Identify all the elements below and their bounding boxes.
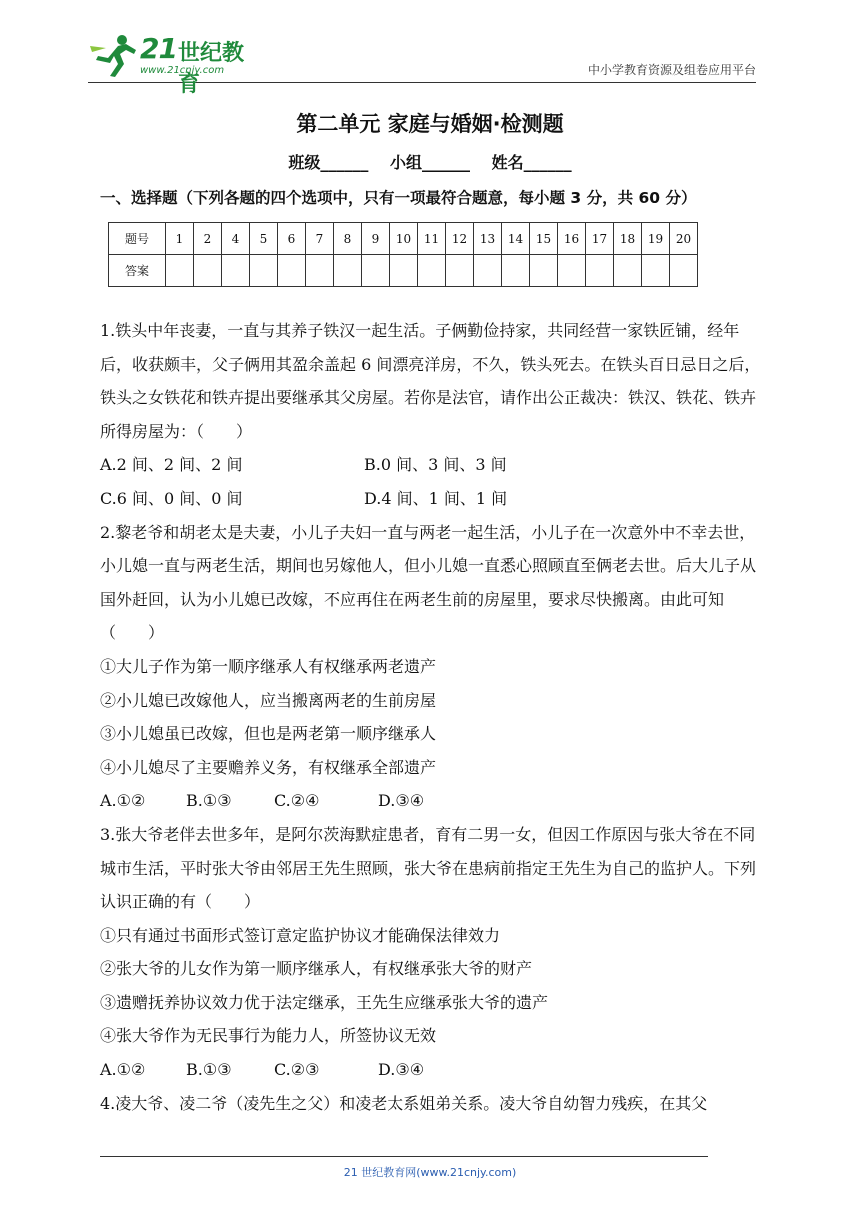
number-row (109, 223, 698, 255)
answer-row (109, 255, 698, 287)
answer-cell[interactable] (390, 255, 418, 287)
name-field: 姓名______ (491, 153, 572, 172)
questions (100, 314, 766, 1120)
statement-item: ①大儿子作为第一顺序继承人有权继承两老遗产 (100, 656, 437, 676)
option: C.6 间、0 间、0 间 (100, 488, 243, 508)
answer-cell[interactable] (558, 255, 586, 287)
option: D.③④ (378, 1060, 425, 1080)
question-stem: 2.黎老爷和胡老太是夫妻，小儿子夫妇一直与两老一起生活，小儿子在一次意外中不幸去世，小儿媳一直与两老生活，期间也另嫁他人，但小儿媳一直悉心照顾直至俩老去世。后大儿子从国外赶回，认为小儿媳已改嫁，不应再住在两老生前的房屋里，要求尽快搬离。由此可知（ ） (100, 522, 757, 643)
question-number-cell: 18 (614, 223, 642, 255)
answer-cell[interactable] (166, 255, 194, 287)
answer-cell[interactable] (530, 255, 558, 287)
statement-item: ④张大爷作为无民事行为能力人，所签协议无效 (100, 1026, 437, 1046)
question-number-cell: 20 (670, 223, 698, 255)
question-number-cell: 19 (642, 223, 670, 255)
logo-text: 世纪教育 (178, 41, 245, 97)
answer-cell[interactable] (474, 255, 502, 287)
answer-cell[interactable] (502, 255, 530, 287)
question-number-cell: 9 (362, 223, 390, 255)
option: D.4 间、1 间、1 间 (364, 488, 508, 508)
class-field: 班级______ (288, 153, 369, 172)
question-number-cell: 17 (586, 223, 614, 255)
logo (88, 32, 258, 97)
statement-item: ①只有通过书面形式签订意定监护协议才能确保法律效力 (100, 925, 501, 945)
footer-divider (100, 1156, 708, 1157)
option: D.③④ (378, 791, 425, 811)
answer-cell[interactable] (194, 255, 222, 287)
question-number-cell: 7 (306, 223, 334, 255)
question-number-cell: 4 (222, 223, 250, 255)
option: C.②④ (274, 791, 320, 811)
statement-item: ②张大爷的儿女作为第一顺序继承人，有权继承张大爷的财产 (100, 959, 533, 979)
option-row (100, 784, 766, 818)
answer-cell[interactable] (362, 255, 390, 287)
option: A.①② (100, 1060, 146, 1080)
student-fields (0, 150, 860, 173)
answer-cell[interactable] (642, 255, 670, 287)
answer-cell[interactable] (278, 255, 306, 287)
statement-item: ④小儿媳尽了主要赡养义务，有权继承全部遗产 (100, 757, 437, 777)
option: A.2 间、2 间、2 间 (100, 455, 243, 475)
question-number-cell: 14 (502, 223, 530, 255)
question-number-cell: 2 (194, 223, 222, 255)
question-number-cell: 12 (446, 223, 474, 255)
answer-cell[interactable] (614, 255, 642, 287)
statement-item: ②小儿媳已改嫁他人，应当搬离两老的生前房屋 (100, 690, 437, 710)
page-title: 第二单元 家庭与婚姻·检测题 (296, 112, 564, 136)
question-stem: 4.凌大爷、凌二爷（凌先生之父）和凌老太系姐弟关系。凌大爷自幼智力残疾，在其父 (100, 1093, 708, 1113)
question-number-cell: 10 (390, 223, 418, 255)
question-number-cell: 11 (418, 223, 446, 255)
option: B.①③ (186, 791, 232, 811)
question-number-cell: 8 (334, 223, 362, 255)
platform-label: 中小学教育资源及组卷应用平台 (587, 63, 756, 77)
page-footer: 21 世纪教育网(www.21cnjy.com) (343, 1166, 517, 1179)
logo-url: www.21cnjy.com (140, 65, 225, 76)
answer-cell[interactable] (418, 255, 446, 287)
question-number-cell: 6 (278, 223, 306, 255)
option: A.①② (100, 791, 146, 811)
answer-cell[interactable] (222, 255, 250, 287)
option-row (100, 448, 766, 482)
answer-cell[interactable] (586, 255, 614, 287)
option-row (100, 1053, 766, 1087)
option: C.②③ (274, 1060, 320, 1080)
answer-cell[interactable] (306, 255, 334, 287)
logo-number: 21 (140, 32, 177, 65)
question-number-cell: 1 (166, 223, 194, 255)
statement-item: ③遗赠抚养协议效力优于法定继承，王先生应继承张大爷的遗产 (100, 992, 549, 1012)
question-number-cell: 5 (250, 223, 278, 255)
option: B.0 间、3 间、3 间 (364, 455, 507, 475)
option-row (100, 482, 766, 516)
option: B.①③ (186, 1060, 232, 1080)
answer-cell[interactable] (250, 255, 278, 287)
page-header (88, 30, 756, 97)
question-number-cell: 13 (474, 223, 502, 255)
answer-cell[interactable] (446, 255, 474, 287)
group-field: 小组______ (389, 153, 470, 172)
row-label: 答案 (109, 255, 166, 287)
section-title: 一、选择题（下列各题的四个选项中，只有一项最符合题意，每小题 3 分，共 60 分） (100, 189, 697, 207)
question-stem: 1.铁头中年丧妻，一直与其养子铁汉一起生活。子俩勤俭持家，共同经营一家铁匠铺，经年后，收获颇丰，父子俩用其盈余盖起 6 间漂亮洋房，不久，铁头死去。在铁头百日忌日之后，铁头之女铁花和铁卉提出要继承其父房屋。若你是法官，请作出公正裁决：铁汉、铁花、铁卉所得房屋为：（ ） (100, 321, 761, 441)
runner-logo-icon (88, 32, 138, 78)
answer-cell[interactable] (334, 255, 362, 287)
question-number-cell: 16 (558, 223, 586, 255)
question-number-cell: 15 (530, 223, 558, 255)
row-label: 题号 (109, 223, 166, 255)
statement-item: ③小儿媳虽已改嫁，但也是两老第一顺序继承人 (100, 724, 437, 744)
question-stem: 3.张大爷老伴去世多年，是阿尔茨海默症患者，育有二男一女，但因工作原因与张大爷在不同城市生活，平时张大爷由邻居王先生照顾，张大爷在患病前指定王先生为自己的监护人。下列认识正确的有（ ） (100, 824, 757, 912)
answer-table (108, 222, 698, 287)
answer-cell[interactable] (670, 255, 698, 287)
